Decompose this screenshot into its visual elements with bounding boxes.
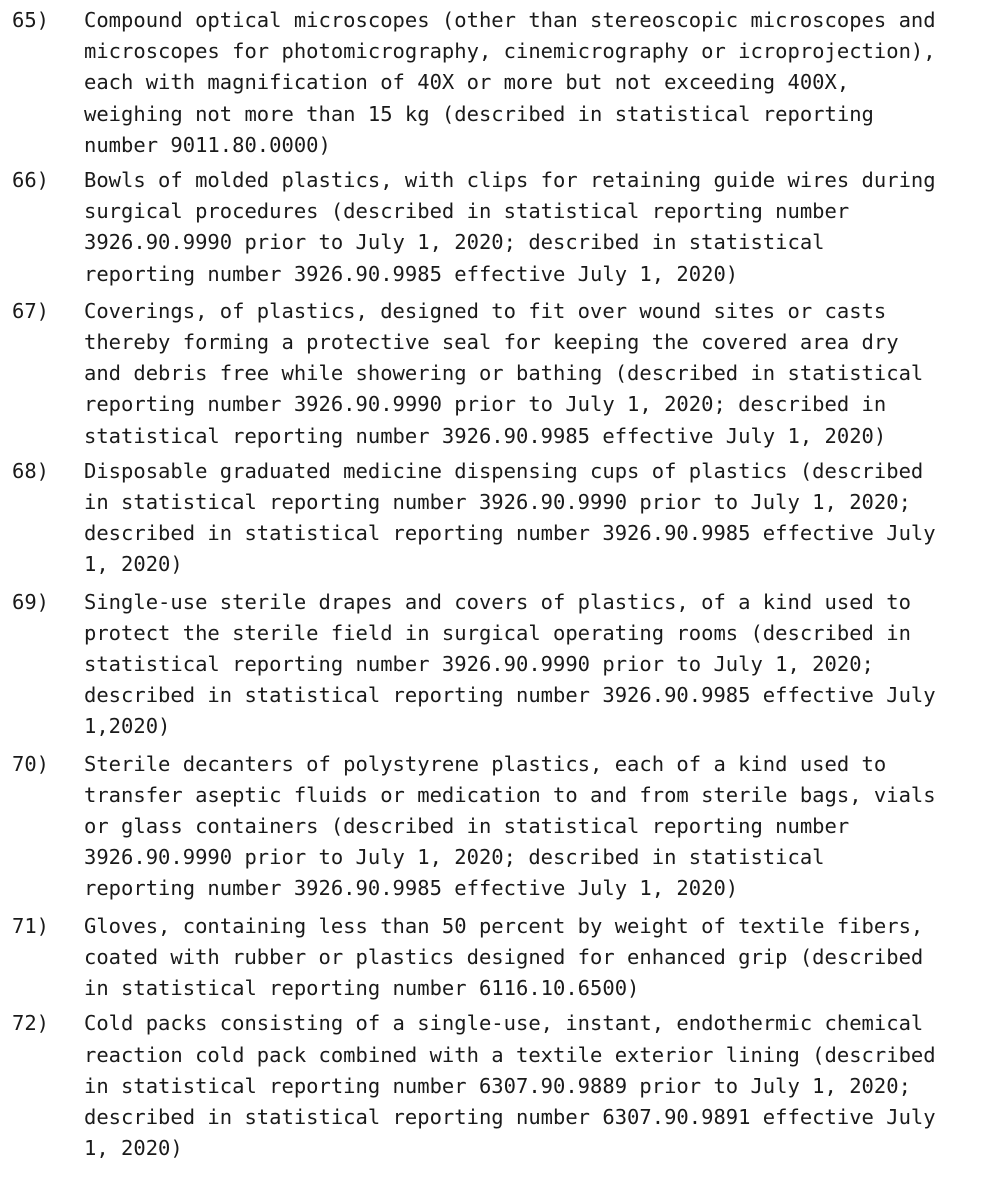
item-text-line: 1,2020): [84, 714, 171, 739]
item-text-line: 3926.90.9990 prior to July 1, 2020; described in statistical: [84, 845, 825, 870]
item-text-line: and debris free while showering or bathing (described in statistical: [84, 361, 924, 386]
item-number: 65): [12, 8, 50, 32]
item-text-line: Bowls of molded plastics, with clips for retaining guide wires during: [84, 168, 936, 193]
item-text-line: described in statistical reporting number 3926.90.9985 effective July: [84, 683, 936, 708]
item-number: 67): [12, 298, 50, 323]
item-text-line: reporting number 3926.90.9990 prior to July 1, 2020; described in: [84, 392, 887, 417]
item-text-line: 3926.90.9990 prior to July 1, 2020; described in statistical: [84, 230, 825, 255]
item-number: 68): [12, 458, 50, 483]
list-item: [12, 296, 997, 452]
item-text-line: described in statistical reporting number 6307.90.9891 effective July: [84, 1104, 936, 1129]
item-text-line: each with magnification of 40X or more but not exceeding 400X,: [84, 70, 850, 95]
list-item: [12, 5, 997, 161]
item-text-line: reporting number 3926.90.9985 effective July 1, 2020): [84, 876, 739, 901]
item-number: 69): [12, 589, 50, 614]
item-text-line: Coverings, of plastics, designed to fit over wound sites or casts: [84, 298, 887, 323]
item-text-line: in statistical reporting number 3926.90.9990 prior to July 1, 2020;: [84, 490, 911, 515]
item-text-line: Gloves, containing less than 50 percent by weight of textile fibers,: [84, 913, 924, 938]
item-text-line: described in statistical reporting number 3926.90.9985 effective July: [84, 521, 936, 546]
item-text-line: Sterile decanters of polystyrene plastics, each of a kind used to: [84, 751, 887, 776]
list-item: [12, 749, 997, 905]
item-text-line: number 9011.80.0000): [84, 132, 331, 157]
item-text-line: in statistical reporting number 6307.90.9889 prior to July 1, 2020;: [84, 1073, 911, 1098]
item-text-line: surgical procedures (described in statistical reporting number: [84, 199, 850, 224]
item-text: [84, 749, 997, 905]
item-text-line: 1, 2020): [84, 1136, 183, 1161]
item-number: 71): [12, 913, 50, 938]
item-number: 66): [12, 168, 50, 193]
item-text-line: 1, 2020): [84, 552, 183, 577]
list-item: [12, 456, 997, 581]
document-body: [12, 5, 997, 1164]
list-item: [12, 587, 997, 743]
list-item: [12, 165, 997, 290]
item-text-line: in statistical reporting number 6116.10.6500): [84, 976, 640, 1001]
item-text-line: Cold packs consisting of a single-use, instant, endothermic chemical: [84, 1011, 924, 1036]
item-text-line: or glass containers (described in statistical reporting number: [84, 814, 850, 839]
item-text-line: reporting number 3926.90.9985 effective July 1, 2020): [84, 261, 739, 286]
item-text: [84, 296, 997, 452]
item-text-line: reaction cold pack combined with a textile exterior lining (described: [84, 1042, 936, 1067]
item-text-line: weighing not more than 15 kg (described in statistical reporting: [84, 101, 874, 126]
item-number: 72): [12, 1011, 50, 1036]
item-text-line: statistical reporting number 3926.90.9990 prior to July 1, 2020;: [84, 652, 874, 677]
item-text-line: Compound optical microscopes (other than stereoscopic microscopes and: [84, 8, 936, 32]
item-text: [84, 5, 997, 161]
item-text: [84, 165, 997, 290]
item-text-line: transfer aseptic fluids or medication to and from sterile bags, vials: [84, 782, 936, 807]
item-text-line: thereby forming a protective seal for keeping the covered area dry: [84, 330, 899, 355]
item-text-line: microscopes for photomicrography, cinemicrography or icroprojection),: [84, 39, 936, 64]
item-text: [84, 911, 997, 1005]
item-text: [84, 1008, 997, 1164]
item-text-line: Disposable graduated medicine dispensing cups of plastics (described: [84, 458, 924, 483]
item-number: 70): [12, 751, 50, 776]
list-item: [12, 911, 997, 1005]
list-item: [12, 1008, 997, 1164]
item-text: [84, 456, 997, 581]
item-text-line: statistical reporting number 3926.90.9985 effective July 1, 2020): [84, 423, 887, 448]
item-text-line: Single-use sterile drapes and covers of plastics, of a kind used to: [84, 589, 911, 614]
item-text: [84, 587, 997, 743]
item-text-line: protect the sterile field in surgical operating rooms (described in: [84, 620, 911, 645]
item-text-line: coated with rubber or plastics designed for enhanced grip (described: [84, 944, 924, 969]
